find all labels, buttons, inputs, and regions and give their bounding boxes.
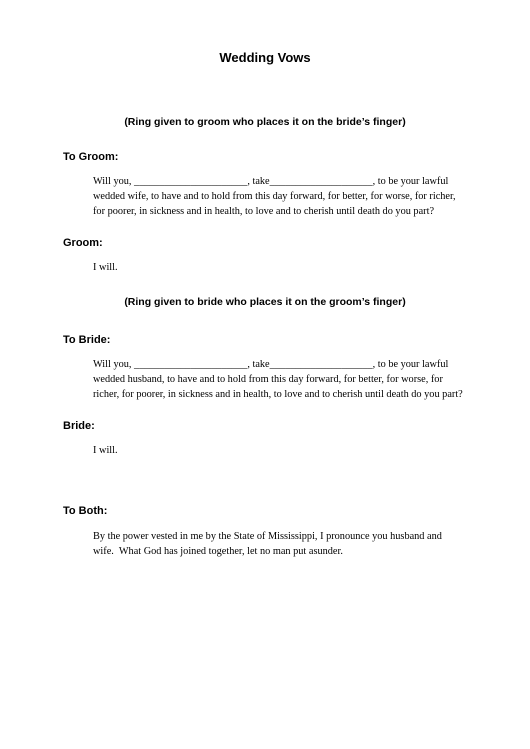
to-bride-heading: To Bride: (63, 334, 111, 346)
groom-heading: Groom: (63, 237, 103, 249)
to-bride-vow-line: wedded husband, to have and to hold from this day forward, for better, for worse, for (93, 374, 443, 385)
to-both-pronouncement-line: By the power vested in me by the State of Mississippi, I pronounce you husband and (93, 531, 442, 542)
to-bride-vow-line: richer, for poorer, in sickness and in health, to love and to cherish until death do you part? (93, 389, 463, 400)
to-groom-vow-line: wedded wife, to have and to hold from this day forward, for better, for worse, for richer, (93, 191, 456, 202)
to-bride-vow-line: Will you, ______________________, take____________________, to be your lawful (93, 359, 449, 370)
instruction-groom-ring: (Ring given to groom who places it on the bride’s finger) (124, 116, 406, 128)
bride-response: I will. (93, 445, 118, 456)
to-bride-vow (93, 357, 493, 402)
to-groom-vow-line: for poorer, in sickness and in health, to love and to cherish until death do you part? (93, 206, 435, 217)
document-title: Wedding Vows (219, 50, 311, 65)
to-groom-vow-line: Will you, ______________________, take____________________, to be your lawful (93, 176, 449, 187)
to-both-pronouncement-line: wife. What God has joined together, let no man put asunder. (93, 546, 343, 557)
to-groom-vow (93, 174, 493, 219)
bride-heading: Bride: (63, 420, 95, 432)
to-both-heading: To Both: (63, 505, 108, 517)
to-both-pronouncement (93, 529, 493, 559)
instruction-bride-ring: (Ring given to bride who places it on the groom’s finger) (124, 296, 406, 308)
groom-response: I will. (93, 262, 118, 273)
to-groom-heading: To Groom: (63, 151, 119, 163)
